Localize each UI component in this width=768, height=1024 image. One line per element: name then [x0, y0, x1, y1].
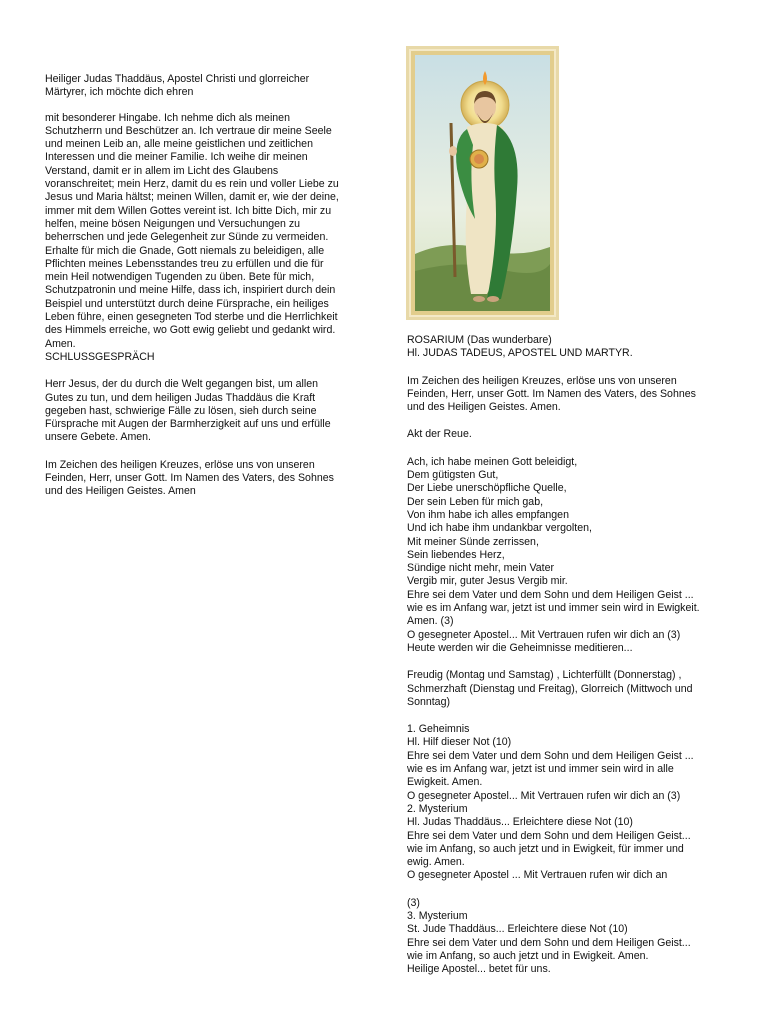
left-column: [45, 73, 367, 499]
rosary-subtitle: Hl. JUDAS TADEUS, APOSTEL UND MARTYR.: [407, 347, 633, 360]
consecration-prayer: mit besonderer Hingabe. Ich nehme dich als meinen Schutzherrn und Beschützer an. Ich vertraue dir meine Seele und meinen Leib an, alle meine geistlichen und zeitlichen Interessen und die meiner Familie. Ich weihe dir meinen Verstand, damit er in allem im Licht des Glaubens voranschreitet; mein Herz, damit du es rein und voller Liebe zu Jesus und Maria hältst; meinen Willen, damit er, wie der deine, immer mit dem Willen Gottes vereint ist. Ich bitte Dich, mir zu helfen, meine bösen Neigungen und Versuchungen zu beherrschen und jede Gelegenheit zur Sünde zu vermeiden. Erhalte für mich die Gnade, Gott niemals zu beleidigen, alle Pflichten meines Lebensstandes treu zu erfüllen und die für mein Heil notwendigen Tugenden zu üben. Bete für mich, Schutzpatronin und meine Hilfe, dass ich, inspiriert durch dein Beispiel und unterstützt durch deine Fürsprache, ein heiliges Leben führe, einen gesegneten Tod sterbe und die Herrlichkeit des Himmels erreiche, wo Gott ewig geliebt und gedankt wird. Amen.: [45, 111, 339, 350]
invocation-intro: Heiliger Judas Thaddäus, Apostel Christi und glorreicher Märtyrer, ich möchte dich ehren: [45, 73, 310, 99]
mysteries-list-continued: (3) 3. Mysterium St. Jude Thaddäus... Erleichtere diese Not (10) Ehre sei dem Vater und dem Sohn und dem Heiligen Geist... wie im Anfang, so auch jetzt und in Ewigkeit. Amen. Heilige Apostel... betet für uns.: [407, 896, 691, 976]
sign-of-cross-prayer: Im Zeichen des heiligen Kreuzes, erlöse uns von unseren Feinden, Herr, unser Gott. Im Namen des Vaters, des Sohnes und des Heiligen Geistes. Amen: [45, 458, 334, 498]
right-column: [407, 334, 737, 976]
act-of-contrition-heading: Akt der Reue.: [407, 428, 472, 441]
closing-prayer: Herr Jesus, der du durch die Welt gegangen bist, um allen Gutes zu tun, und dem heiligen Judas Thaddäus die Kraft gegeben hast, schwierige Fälle zu lösen, sieh durch seine Fürsprache mit Augen der Barmherzigkeit auf uns und erfülle unsere Gebete. Amen.: [45, 378, 331, 444]
sign-of-cross-prayer: Im Zeichen des heiligen Kreuzes, erlöse uns von unseren Feinden, Herr, unser Gott. Im Namen des Vaters, des Sohnes und des Heiligen Geistes. Amen.: [407, 374, 696, 414]
section-heading: SCHLUSSGESPRÄCH: [45, 350, 155, 363]
saint-jude-illustration: [409, 49, 556, 317]
contrition-prayer: Ach, ich habe meinen Gott beleidigt, Dem gütigsten Gut, Der Liebe unerschöpfliche Quelle, Der sein Leben für mich gab, Von ihm habe ich alles empfangen Und ich habe ihm undankbar vergolten, Mit meiner Sünde zerrissen, Sein liebendes Herz, Sündige nicht mehr, mein Vater Vergib mir, guter Jesus Vergib mir. Ehre sei dem Vater und dem Sohn und dem Heiligen Geist ... wie es im Anfang war, jetzt ist und immer sein wird in Ewigkeit. Amen. (3) O gesegneter Apostel... Mit Vertrauen rufen wir dich an (3) Heute werden wir die Geheimnisse meditieren...: [407, 455, 700, 654]
mysteries-list: 1. Geheimnis Hl. Hilf dieser Not (10) Ehre sei dem Vater und dem Sohn und dem Heiligen Geist ... wie es im Anfang war, jetzt ist und immer sein wird in alle Ewigkeit. Amen. O gesegneter Apostel... Mit Vertrauen rufen wir dich an (3) 2. Mysterium Hl. Judas Thaddäus... Erleichtere diese Not (10) Ehre sei dem Vater und dem Sohn und dem Heiligen Geist... wie im Anfang, so auch jetzt und in Ewigkeit, für immer und ewig. Amen. O gesegneter Apostel ... Mit Vertrauen rufen wir dich an: [407, 723, 694, 882]
rosary-title: ROSARIUM (Das wunderbare): [407, 334, 552, 346]
mystery-days: Freudig (Montag und Samstag) , Lichterfüllt (Donnerstag) , Schmerzhaft (Dienstag und Freitag), Glorreich (Mittwoch und Sonntag): [407, 669, 693, 708]
saint-jude-holy-card-image: [406, 46, 559, 320]
